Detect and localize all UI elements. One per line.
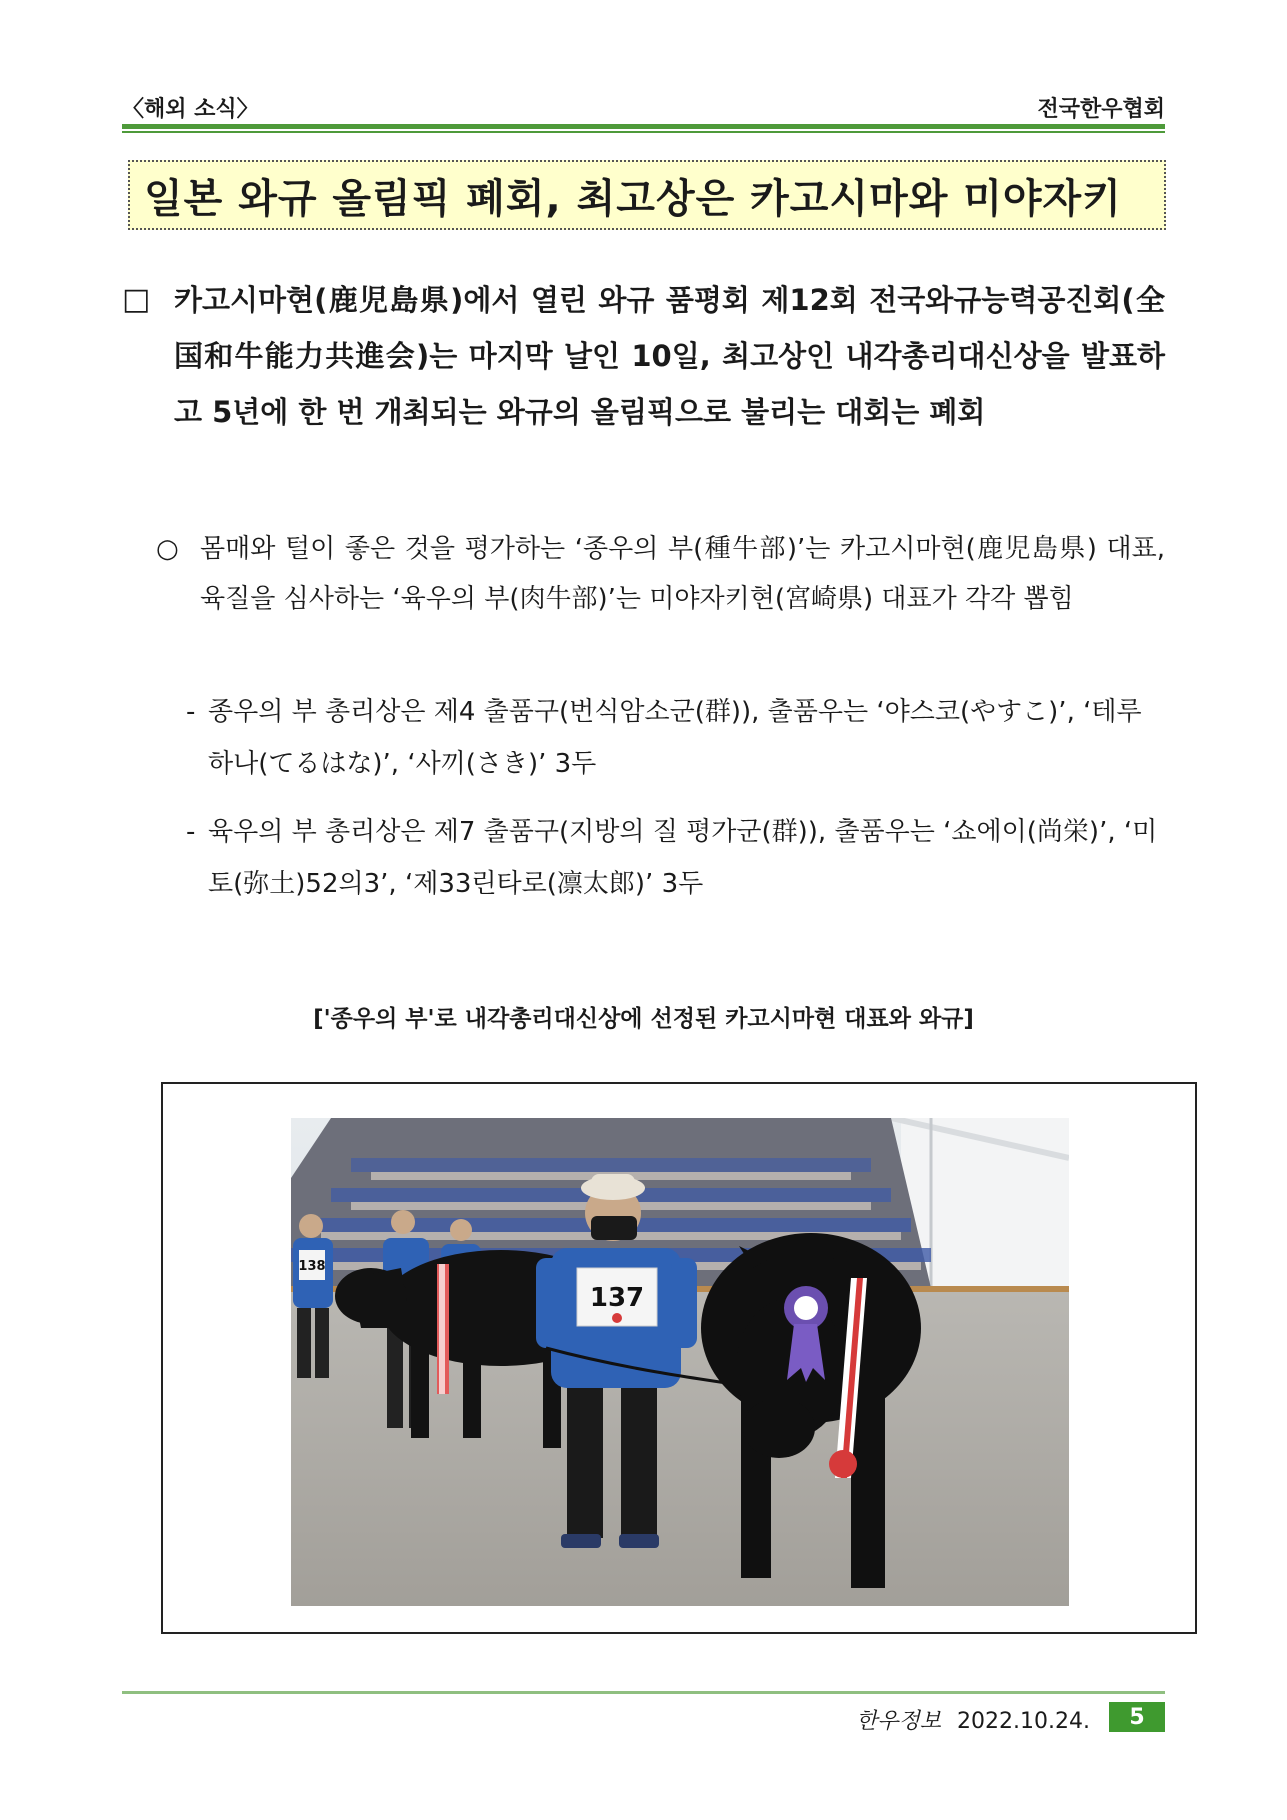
detail-meat-prize xyxy=(186,806,1165,910)
organization-name: 전국한우협회 xyxy=(1037,97,1165,122)
detail-text: 종우의 부 총리상은 제4 출품구(번식암소군(群)), 출품우는 ‘야스코(やすこ)’, ‘테루하나(てるはな)’, ‘사끼(さき)’ 3두 xyxy=(208,697,1142,779)
photo-caption: ['종우의 부'로 내각총리대신상에 선정된 카고시마현 대표와 와규] xyxy=(313,1006,974,1032)
detail-breeding-prize xyxy=(186,686,1165,790)
lead-text: 카고시마현(鹿児島県)에서 열린 와규 품평회 제12회 전국와규능력공진회(全国和牛能力共進会)는 마지막 날인 10일, 최고상인 내각총리대신상을 발표하고 5년에 한 번 개최되는 와규의 올림픽으로 불리는 대회는 폐회 xyxy=(174,283,1165,429)
footer-publication xyxy=(856,1704,1090,1735)
header-rule xyxy=(122,124,1165,129)
dash-bullet: - xyxy=(186,817,196,847)
bib-number-main: 137 xyxy=(589,1283,645,1313)
photo-frame xyxy=(161,1082,1197,1634)
lead-paragraph xyxy=(122,272,1165,440)
point-paragraph xyxy=(156,524,1165,624)
section-label: 〈해외 소식〉 xyxy=(122,97,259,122)
square-bullet: □ xyxy=(122,282,151,317)
footer-rule xyxy=(122,1691,1165,1694)
point-text: 몸매와 털이 좋은 것을 평가하는 ‘종우의 부(種牛部)’는 카고시마현(鹿児島県) 대표, 육질을 심사하는 ‘육우의 부(肉牛部)’는 미야자키현(宮崎県) 대표가 각각 뽑힘 xyxy=(200,534,1165,614)
publication-date: 2022.10.24. xyxy=(957,1709,1090,1734)
header-rule-thin xyxy=(122,131,1165,133)
article-title xyxy=(128,160,1166,230)
wagyu-photo xyxy=(291,1118,1069,1606)
dash-bullet: - xyxy=(186,697,196,727)
circle-bullet: ○ xyxy=(156,534,179,564)
page-number: 5 xyxy=(1109,1702,1165,1732)
bib-number-left: 138 xyxy=(298,1259,326,1274)
article-title-text: 일본 와규 올림픽 폐회, 최고상은 카고시마와 미야자키 xyxy=(144,175,1122,222)
publication-name: 한우정보 xyxy=(856,1709,942,1734)
detail-text: 육우의 부 총리상은 제7 출품구(지방의 질 평가군(群)), 출품우는 ‘쇼에이(尚栄)’, ‘미토(弥土)52의3’, ‘제33린타로(凛太郎)’ 3두 xyxy=(208,817,1158,899)
